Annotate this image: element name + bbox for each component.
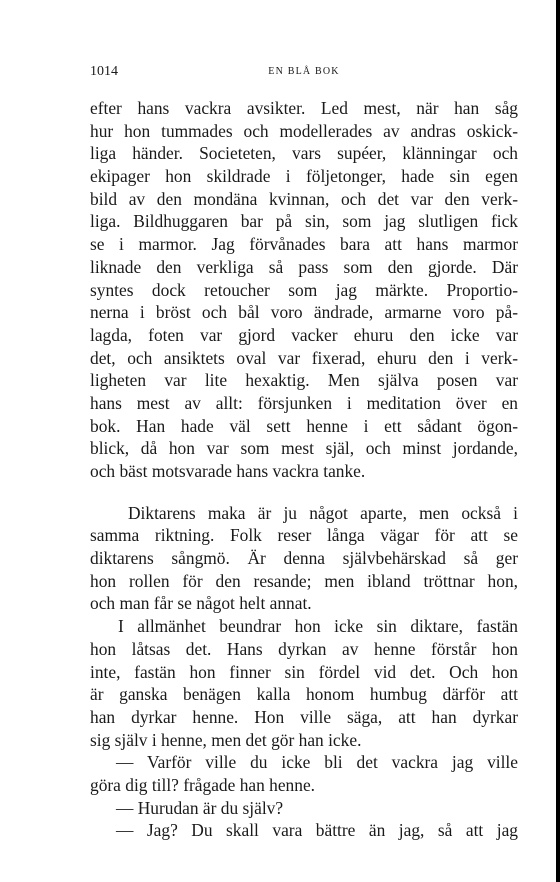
text-line: diktarens sångmö. Är denna självbehärskad så ger — [90, 548, 518, 569]
running-head: EN BLÅ BOK — [268, 66, 340, 77]
text-line: ekipager hon skildrade i följetonger, hade sin egen — [90, 166, 518, 187]
page-edge-border — [556, 0, 560, 882]
page-number: 1014 — [90, 64, 118, 79]
text-line: hon rollen för den resande; men ibland tröttnar hon, — [90, 570, 518, 591]
text-line: sig själv i henne, men det gör han icke. — [90, 729, 362, 750]
text-line: samma riktning. Folk reser långa vägar för att se — [90, 525, 518, 546]
text-line: bok. Han hade väl sett henne i ett sådant ögon- — [90, 415, 518, 436]
text-line: — Varför ville du icke bli det vackra jag ville — [116, 752, 518, 773]
text-line: Diktarens maka är ju något aparte, men också i — [128, 502, 518, 523]
text-line: I allmänhet beundrar hon icke sin diktare, fastän — [118, 616, 518, 637]
text-line: hans mest av allt: försjunken i meditation över en — [90, 392, 518, 413]
text-line: blick, då hon var som mest själ, och minst jordande, — [90, 438, 518, 459]
text-line: efter hans vackra avsikter. Led mest, när han såg — [90, 98, 518, 118]
text-line: göra dig till? frågade han henne. — [90, 774, 316, 795]
paragraph-break — [90, 483, 518, 502]
text-line: och bäst motsvarade hans vackra tanke. — [90, 461, 366, 481]
text-line: nerna i bröst och bål voro ändrade, armarne voro på- — [90, 302, 518, 323]
text-line: se i marmor. Jag förvånades bara att hans marmor — [90, 234, 518, 255]
text-line: inte, fastän hon finner sin fördel vid det. Och hon — [90, 661, 518, 682]
text-line: — Hurudan är du själv? — [116, 797, 284, 818]
text-line: hon låtsas det. Hans dyrkan av henne förstår hon — [90, 638, 518, 659]
text-line: liknade den verkliga så pass som den gjorde. Där — [90, 256, 518, 277]
text-line: bild av den mondäna kvinnan, och det var den verk- — [90, 188, 518, 209]
text-line: och man får se något helt annat. — [90, 593, 312, 614]
text-line: ligheten var lite hexaktig. Men själva posen var — [90, 370, 518, 391]
page-header — [90, 64, 518, 84]
text-line: är ganska benägen kalla honom humbug därför att — [90, 684, 518, 705]
text-line: det, och ansiktets oval var fixerad, ehuru den i verk- — [90, 347, 518, 368]
text-line: han dyrkar henne. Hon ville säga, att han dyrkar — [90, 706, 518, 727]
body-text — [90, 97, 518, 842]
text-line: liga händer. Societeten, vars supéer, klänningar och — [90, 143, 518, 164]
text-line: liga. Bildhuggaren bar på sin, som jag slutligen fick — [90, 211, 518, 232]
text-line: syntes dock retoucher som jag märkte. Proportio- — [90, 279, 518, 300]
text-line: hur hon tummades och modellerades av andras oskick- — [90, 120, 518, 141]
text-line: — Jag? Du skall vara bättre än jag, så att jag — [116, 820, 518, 841]
text-line: lagda, foten var gjord vacker ehuru den icke var — [90, 324, 518, 345]
